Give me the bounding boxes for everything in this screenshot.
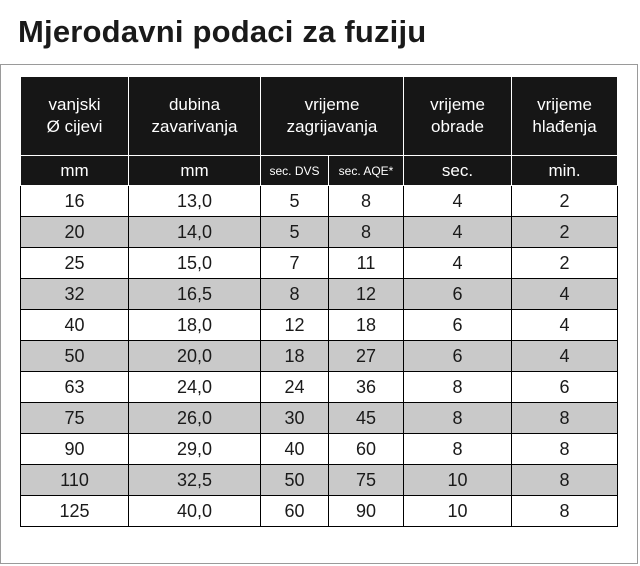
table-row: [21, 248, 618, 279]
cell-outer-diameter: 20: [21, 217, 129, 248]
cell-heating-aqe: 45: [329, 403, 404, 434]
cell-processing-time: 10: [404, 465, 512, 496]
cell-processing-time: 10: [404, 496, 512, 527]
cell-welding-depth: 32,5: [129, 465, 261, 496]
page-title: Mjerodavni podaci za fuziju: [18, 14, 427, 49]
cell-welding-depth: 24,0: [129, 372, 261, 403]
cell-heating-aqe: 18: [329, 310, 404, 341]
cell-processing-time: 4: [404, 217, 512, 248]
cell-welding-depth: 14,0: [129, 217, 261, 248]
cell-heating-dvs: 40: [261, 434, 329, 465]
cell-processing-time: 6: [404, 279, 512, 310]
cell-heating-aqe: 90: [329, 496, 404, 527]
cell-cooling-time: 2: [512, 186, 618, 217]
cell-cooling-time: 8: [512, 434, 618, 465]
cell-outer-diameter: 16: [21, 186, 129, 217]
cell-heating-dvs: 50: [261, 465, 329, 496]
cell-cooling-time: 4: [512, 279, 618, 310]
cell-heating-aqe: 8: [329, 217, 404, 248]
cell-welding-depth: 26,0: [129, 403, 261, 434]
header-heating-time: vrijeme zagrijavanja: [261, 77, 404, 156]
cell-heating-dvs: 18: [261, 341, 329, 372]
table-row: [21, 279, 618, 310]
cell-heating-dvs: 5: [261, 217, 329, 248]
unit-outer-diameter: mm: [21, 156, 129, 186]
cell-heating-aqe: 12: [329, 279, 404, 310]
cell-outer-diameter: 125: [21, 496, 129, 527]
table-row: [21, 372, 618, 403]
cell-cooling-time: 6: [512, 372, 618, 403]
table-row: [21, 403, 618, 434]
cell-heating-aqe: 36: [329, 372, 404, 403]
cell-heating-aqe: 27: [329, 341, 404, 372]
cell-outer-diameter: 110: [21, 465, 129, 496]
cell-welding-depth: 13,0: [129, 186, 261, 217]
cell-cooling-time: 4: [512, 310, 618, 341]
cell-heating-dvs: 30: [261, 403, 329, 434]
cell-outer-diameter: 90: [21, 434, 129, 465]
cell-welding-depth: 40,0: [129, 496, 261, 527]
table-row: [21, 310, 618, 341]
header-welding-depth: dubina zavarivanja: [129, 77, 261, 156]
header-processing-time: vrijeme obrade: [404, 77, 512, 156]
cell-heating-aqe: 11: [329, 248, 404, 279]
cell-heating-dvs: 5: [261, 186, 329, 217]
cell-outer-diameter: 75: [21, 403, 129, 434]
units-row: [21, 156, 618, 186]
cell-heating-dvs: 60: [261, 496, 329, 527]
cell-cooling-time: 8: [512, 465, 618, 496]
header-cooling-time: vrijeme hlađenja: [512, 77, 618, 156]
cell-cooling-time: 8: [512, 496, 618, 527]
cell-welding-depth: 15,0: [129, 248, 261, 279]
cell-cooling-time: 2: [512, 248, 618, 279]
unit-cooling-time: min.: [512, 156, 618, 186]
cell-cooling-time: 4: [512, 341, 618, 372]
cell-heating-dvs: 8: [261, 279, 329, 310]
table-row: [21, 465, 618, 496]
unit-heating-aqe: sec. AQE*: [329, 156, 404, 186]
cell-outer-diameter: 63: [21, 372, 129, 403]
table-row: [21, 186, 618, 217]
cell-processing-time: 4: [404, 186, 512, 217]
table-row: [21, 341, 618, 372]
fusion-data-table: [20, 76, 618, 527]
cell-heating-aqe: 75: [329, 465, 404, 496]
cell-processing-time: 8: [404, 372, 512, 403]
table-row: [21, 496, 618, 527]
cell-processing-time: 8: [404, 403, 512, 434]
table-row: [21, 217, 618, 248]
cell-heating-dvs: 24: [261, 372, 329, 403]
table-body: [21, 186, 618, 527]
cell-heating-dvs: 12: [261, 310, 329, 341]
cell-outer-diameter: 50: [21, 341, 129, 372]
table-row: [21, 434, 618, 465]
cell-welding-depth: 29,0: [129, 434, 261, 465]
cell-welding-depth: 16,5: [129, 279, 261, 310]
header-outer-diameter: vanjski Ø cijevi: [21, 77, 129, 156]
cell-welding-depth: 18,0: [129, 310, 261, 341]
cell-heating-aqe: 8: [329, 186, 404, 217]
unit-processing-time: sec.: [404, 156, 512, 186]
cell-welding-depth: 20,0: [129, 341, 261, 372]
header-row: [21, 77, 618, 156]
cell-outer-diameter: 25: [21, 248, 129, 279]
cell-outer-diameter: 32: [21, 279, 129, 310]
cell-cooling-time: 8: [512, 403, 618, 434]
cell-processing-time: 4: [404, 248, 512, 279]
cell-cooling-time: 2: [512, 217, 618, 248]
cell-heating-dvs: 7: [261, 248, 329, 279]
cell-processing-time: 8: [404, 434, 512, 465]
cell-heating-aqe: 60: [329, 434, 404, 465]
unit-heating-dvs: sec. DVS: [261, 156, 329, 186]
cell-processing-time: 6: [404, 341, 512, 372]
unit-welding-depth: mm: [129, 156, 261, 186]
cell-processing-time: 6: [404, 310, 512, 341]
cell-outer-diameter: 40: [21, 310, 129, 341]
